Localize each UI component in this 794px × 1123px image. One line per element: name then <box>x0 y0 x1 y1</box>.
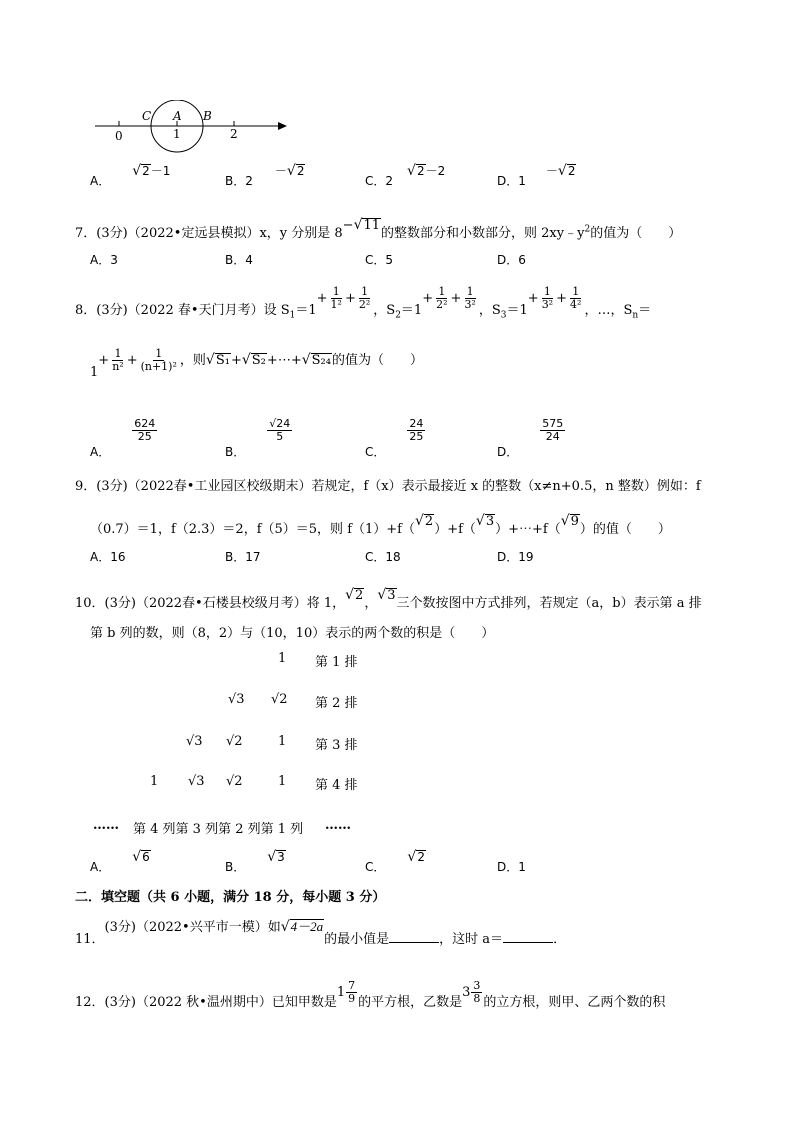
q9-option-c: C．18 <box>365 550 401 564</box>
row2-label: 第 2 排 <box>315 696 358 711</box>
q8-stem-line2: 1+ $\frac{1}{\text{n²}}$ + $\frac{1}{\text{(n+1)²}}$ ，则√S₁+√S₂+⋯+√S₂₄的值为（ ） <box>90 347 423 381</box>
q8-option-b: B． $\frac{√24}{5}$ <box>225 417 291 460</box>
q7-option-a: A．3 <box>90 253 118 267</box>
q12-stem: 12．(3分)（2022 秋•温州期中）已知甲数是1 $\frac{7}{9}$ 的平方根，乙数是3 $\frac{3}{8}$ 的立方根，则甲、乙两个数的积 <box>75 979 666 1011</box>
q8-option-d: D． $\frac{575}{24}$ <box>497 417 564 460</box>
number-line-arrow <box>278 122 287 130</box>
q10-option-b: B．√3 <box>225 849 285 874</box>
q9-option-a: A．16 <box>90 550 126 564</box>
tick-2: 2 <box>230 127 238 141</box>
q6-option-c: C．2√2－2 <box>365 163 446 188</box>
q8-option-a: A． $\frac{624}{25}$ <box>90 417 156 460</box>
dots-left: …… <box>93 818 119 833</box>
row4-label: 第 4 排 <box>315 778 358 793</box>
row1-col1: 1 <box>278 651 287 666</box>
dots-right: …… <box>325 818 351 833</box>
q6-option-a: A．√2－1 <box>90 163 171 188</box>
row1-label: 第 1 排 <box>315 655 358 670</box>
tick-1: 1 <box>173 127 181 141</box>
q6-option-b: B．2－√2 <box>225 163 305 188</box>
q7-option-d: D．6 <box>497 253 526 267</box>
row4-col2: √2 <box>226 774 243 789</box>
q10-option-c: C．√2 <box>365 849 425 874</box>
q11-blank-2[interactable] <box>503 930 553 943</box>
column-labels: 第 4 列第 3 列第 2 列第 1 列 <box>133 822 304 837</box>
q6-option-d: D．1－√2 <box>497 163 576 188</box>
row3-col1: 1 <box>278 734 287 749</box>
row2-col2: √3 <box>228 692 245 707</box>
point-b: B <box>203 109 212 123</box>
q9-stem-line2: （0.7）＝1，f（2.3）＝2，f（5）＝5，则 f（1）+f（√2）+f（√3）+⋯+f（√9）的值（ ） <box>90 513 671 537</box>
q7-stem: 7．(3分)（2022•定远县模拟）x，y 分别是 8−√11的整数部分和小数部分，则 $2xy﹣y^2$的值为（ ） <box>75 217 682 241</box>
row4-col1: 1 <box>278 774 287 789</box>
row4-col4: 1 <box>150 774 159 789</box>
q7-option-b: B．4 <box>225 253 253 267</box>
row2-col1: √2 <box>271 692 288 707</box>
q10-option-d: D．1 <box>497 860 526 874</box>
q8-option-c: C． $\frac{24}{25}$ <box>365 417 424 460</box>
q10-stem-line2: 第 b 列的数，则（8，2）与（10，10）表示的两个数的积是（ ） <box>90 626 495 641</box>
q10-stem-line1: 10．(3分)（2022春•石楼县校级月考）将 1，√2，√3三个数按图中方式排列，若规定（a，b）表示第 a 排 <box>75 587 702 611</box>
tick-0: 0 <box>115 129 123 143</box>
row3-label: 第 3 排 <box>315 738 358 753</box>
q10-option-a: A．√6 <box>90 849 150 874</box>
number-line-figure <box>90 100 300 160</box>
q7-option-c: C．5 <box>365 253 394 267</box>
q8-stem-line1: 8．(3分)（2022 春•天门月考）设 $S_1=1+$ $\frac{1}{\text{1²}}$ + $\frac{1}{\text{2²}}$ ，$S_2=1+$ $\frac{1}{\text{2²}}$ + $\frac{1}{\text{3²}}$ ，$S_3=1+$ $\frac{1}{\text{3²}}$ + $\frac{1}{\text{4²}}$ ，…，$S_n=$ <box>75 285 652 321</box>
point-a: A <box>173 109 182 123</box>
row3-col2: √2 <box>226 734 243 749</box>
q11-blank-1[interactable] <box>389 930 439 943</box>
q9-option-d: D．19 <box>497 550 534 564</box>
row4-col3: √3 <box>188 774 205 789</box>
row3-col3: √3 <box>186 734 203 749</box>
q9-stem-line1: 9．(3分)（2022春•工业园区校级期末）若规定，f（x）表示最接近 x 的整数（x≠n+0.5，n 整数）例如：f <box>75 479 701 494</box>
section-2-heading: 二．填空题（共 6 小题，满分 18 分，每小题 3 分） <box>75 890 386 905</box>
q11-stem: 11．(3分)（2022•兴平市一模）如√4－2a的最小值是 ，这时 a＝ ． <box>75 919 567 947</box>
point-c: C <box>142 109 152 123</box>
q9-option-b: B．17 <box>225 550 261 564</box>
